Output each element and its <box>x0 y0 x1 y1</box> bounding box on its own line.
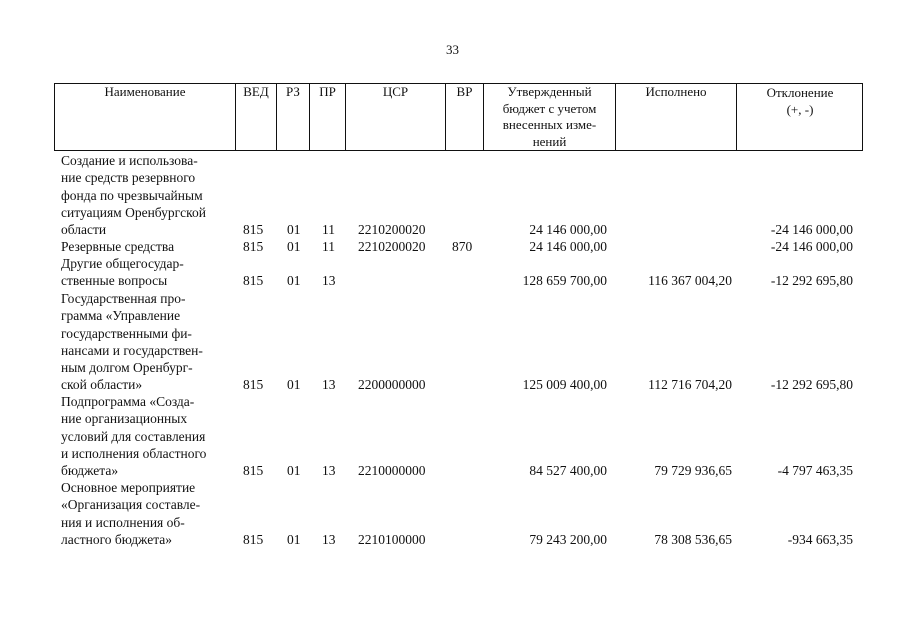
table-header <box>54 83 863 151</box>
row-executed: 78 308 536,65 <box>654 532 732 547</box>
row-ved: 815 <box>243 532 264 547</box>
row-executed: 112 716 704,20 <box>648 377 732 392</box>
row-ved: 815 <box>243 222 264 237</box>
row-executed: 116 367 004,20 <box>648 273 732 288</box>
header-ved: ВЕД <box>243 84 269 99</box>
row-budget: 128 659 700,00 <box>522 273 607 288</box>
row-rz: 01 <box>287 377 301 392</box>
row-deviation: -12 292 695,80 <box>770 377 853 392</box>
row-rz: 01 <box>287 463 301 478</box>
row-pr: 11 <box>322 239 335 254</box>
row-csr: 2200000000 <box>358 377 426 392</box>
row-name: Подпрограмма «Созда- ние организационных условий для составления и исполнения областного бюджета» <box>61 394 207 479</box>
row-budget: 24 146 000,00 <box>529 222 607 237</box>
row-csr: 2210000000 <box>358 463 426 478</box>
row-rz: 01 <box>287 239 301 254</box>
row-name: Создание и использова- ние средств резервного фонда по чрезвычайным ситуациям Оренбургской области <box>61 153 207 238</box>
header-executed: Исполнено <box>645 84 707 99</box>
header-budget: Утвержденный бюджет с учетом внесенных изме- нений <box>502 84 597 149</box>
row-rz: 01 <box>287 532 301 547</box>
row-deviation: -12 292 695,80 <box>770 273 853 288</box>
row-name: Государственная про- грамма «Управление государственными фи- нансами и государствен- ным долгом Оренбург- ской области» <box>61 291 203 393</box>
header-vr: ВР <box>456 84 473 99</box>
header-name: Наименование <box>104 84 186 99</box>
row-rz: 01 <box>287 273 301 288</box>
row-ved: 815 <box>243 273 264 288</box>
row-csr: 2210100000 <box>358 532 426 547</box>
row-pr: 13 <box>322 463 336 478</box>
row-name: Другие общегосудар- ственные вопросы <box>61 256 184 289</box>
row-budget: 24 146 000,00 <box>529 239 607 254</box>
row-csr: 2210200020 <box>358 239 426 254</box>
page-number: 33 <box>446 42 459 57</box>
row-vr: 870 <box>452 239 473 254</box>
header-rz: РЗ <box>286 84 300 99</box>
row-pr: 13 <box>322 377 336 392</box>
row-budget: 84 527 400,00 <box>529 463 607 478</box>
row-pr: 13 <box>322 273 336 288</box>
row-pr: 11 <box>322 222 335 237</box>
row-pr: 13 <box>322 532 336 547</box>
row-ved: 815 <box>243 239 264 254</box>
row-budget: 125 009 400,00 <box>522 377 607 392</box>
row-budget: 79 243 200,00 <box>529 532 607 547</box>
row-deviation: -24 146 000,00 <box>770 239 853 254</box>
row-ved: 815 <box>243 463 264 478</box>
row-rz: 01 <box>287 222 301 237</box>
header-deviation: Отклонение (+, -) <box>766 85 834 117</box>
row-csr: 2210200020 <box>358 222 426 237</box>
header-csr: ЦСР <box>382 84 409 99</box>
row-name: Основное мероприятие «Организация составле- ния и исполнения об- ластного бюджета» <box>61 480 201 547</box>
row-name: Резервные средства <box>61 239 175 254</box>
row-deviation: -934 663,35 <box>787 532 853 547</box>
row-deviation: -4 797 463,35 <box>777 463 853 478</box>
header-pr: ПР <box>319 84 336 99</box>
row-ved: 815 <box>243 377 264 392</box>
row-executed: 79 729 936,65 <box>654 463 732 478</box>
row-deviation: -24 146 000,00 <box>770 222 853 237</box>
